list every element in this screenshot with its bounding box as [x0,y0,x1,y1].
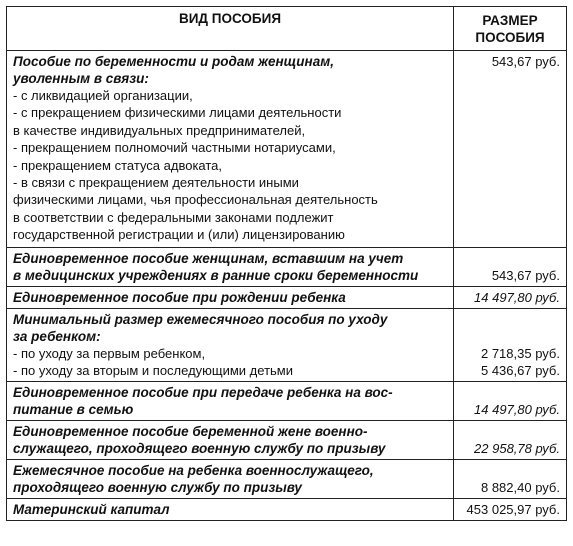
table-row [7,499,567,521]
benefit-item: физическими лицами, чья профессиональная деятельность [13,192,378,208]
amount-value: 543,67 руб. [491,54,560,69]
benefit-amount [454,382,567,421]
table-row [7,247,567,286]
benefit-amount [454,499,567,521]
benefits-table-container [6,6,566,521]
benefit-title-line: питание в семью [13,402,134,418]
benefit-amount [454,51,567,248]
benefit-description [7,382,454,421]
benefit-title-line: служащего, проходящего военную службу по призыву [13,441,386,457]
benefit-title-line: Ежемесячное пособие на ребенка военнослужащего, [13,463,374,479]
benefit-description [7,247,454,286]
benefit-title-line: Минимальный размер ежемесячного пособия по уходу [13,311,388,327]
table-row [7,421,567,460]
benefit-description [7,51,454,248]
header-benefit-amount [454,7,567,51]
amount-value: 14 497,80 руб. [474,402,560,418]
header-benefit-kind: ВИД ПОСОБИЯ [7,7,454,51]
amount-value: 8 882,40 руб. [480,480,560,496]
benefit-description [7,308,454,382]
table-row [7,308,567,382]
amount-value: 5 436,67 руб. [480,363,560,379]
header-amount-line1: РАЗМЕР [482,12,538,28]
table-row [7,286,567,308]
benefit-item: - в связи с прекращением деятельности иными [13,175,299,191]
table-row [7,382,567,421]
benefit-title-line: в медицинских учреждениях в ранние сроки беременности [13,267,419,283]
benefit-item: - по уходу за первым ребенком, [13,345,206,361]
benefit-title-line: проходящего военную службу по призыву [13,480,302,496]
benefits-table [6,6,567,521]
benefit-amount [454,421,567,460]
benefit-item: - прекращением полномочий частными нотариусами, [13,140,336,156]
benefit-item: в соответствии с федеральными законами подлежит [13,209,334,225]
benefit-description [7,421,454,460]
benefit-description [7,460,454,499]
benefit-amount [454,286,567,308]
amount-value: 453 025,97 руб. [466,502,560,518]
benefit-item: в качестве индивидуальных предпринимателей, [13,122,306,138]
benefit-title-line: Единовременное пособие при передаче ребенка на вос- [13,385,393,401]
table-row [7,51,567,248]
benefit-item: - по уходу за вторым и последующими детьми [13,363,293,379]
benefit-title-line: за ребенком: [13,328,101,344]
benefit-description [7,499,454,521]
benefit-title-line: Пособие по беременности и родам женщинам, [13,54,334,69]
benefit-item: государственной регистрации и (или) лицензированию [13,227,345,243]
benefit-item: - прекращением статуса адвоката, [13,157,223,173]
benefit-description [7,286,454,308]
amount-value: 14 497,80 руб. [474,289,560,305]
benefit-title-line: уволенным в связи: [13,71,149,86]
benefit-title-line: Материнский капитал [13,502,170,518]
benefit-item: - с ликвидацией организации, [13,88,193,103]
benefit-title-line: Единовременное пособие беременной жене военно- [13,424,368,440]
header-amount-line2: ПОСОБИЯ [475,29,545,45]
benefit-amount [454,247,567,286]
benefit-item: - с прекращением физическими лицами деятельности [13,105,342,121]
table-row [7,460,567,499]
amount-value: 543,67 руб. [491,267,560,283]
amount-value: 2 718,35 руб. [480,346,560,362]
benefit-title-line: Единовременное пособие при рождении ребенка [13,289,346,305]
benefit-title-line: Единовременное пособие женщинам, вставшим на учет [13,250,404,266]
benefit-amount [454,308,567,382]
benefit-amount [454,460,567,499]
amount-value: 22 958,78 руб. [474,441,560,457]
table-header-row [7,7,567,51]
